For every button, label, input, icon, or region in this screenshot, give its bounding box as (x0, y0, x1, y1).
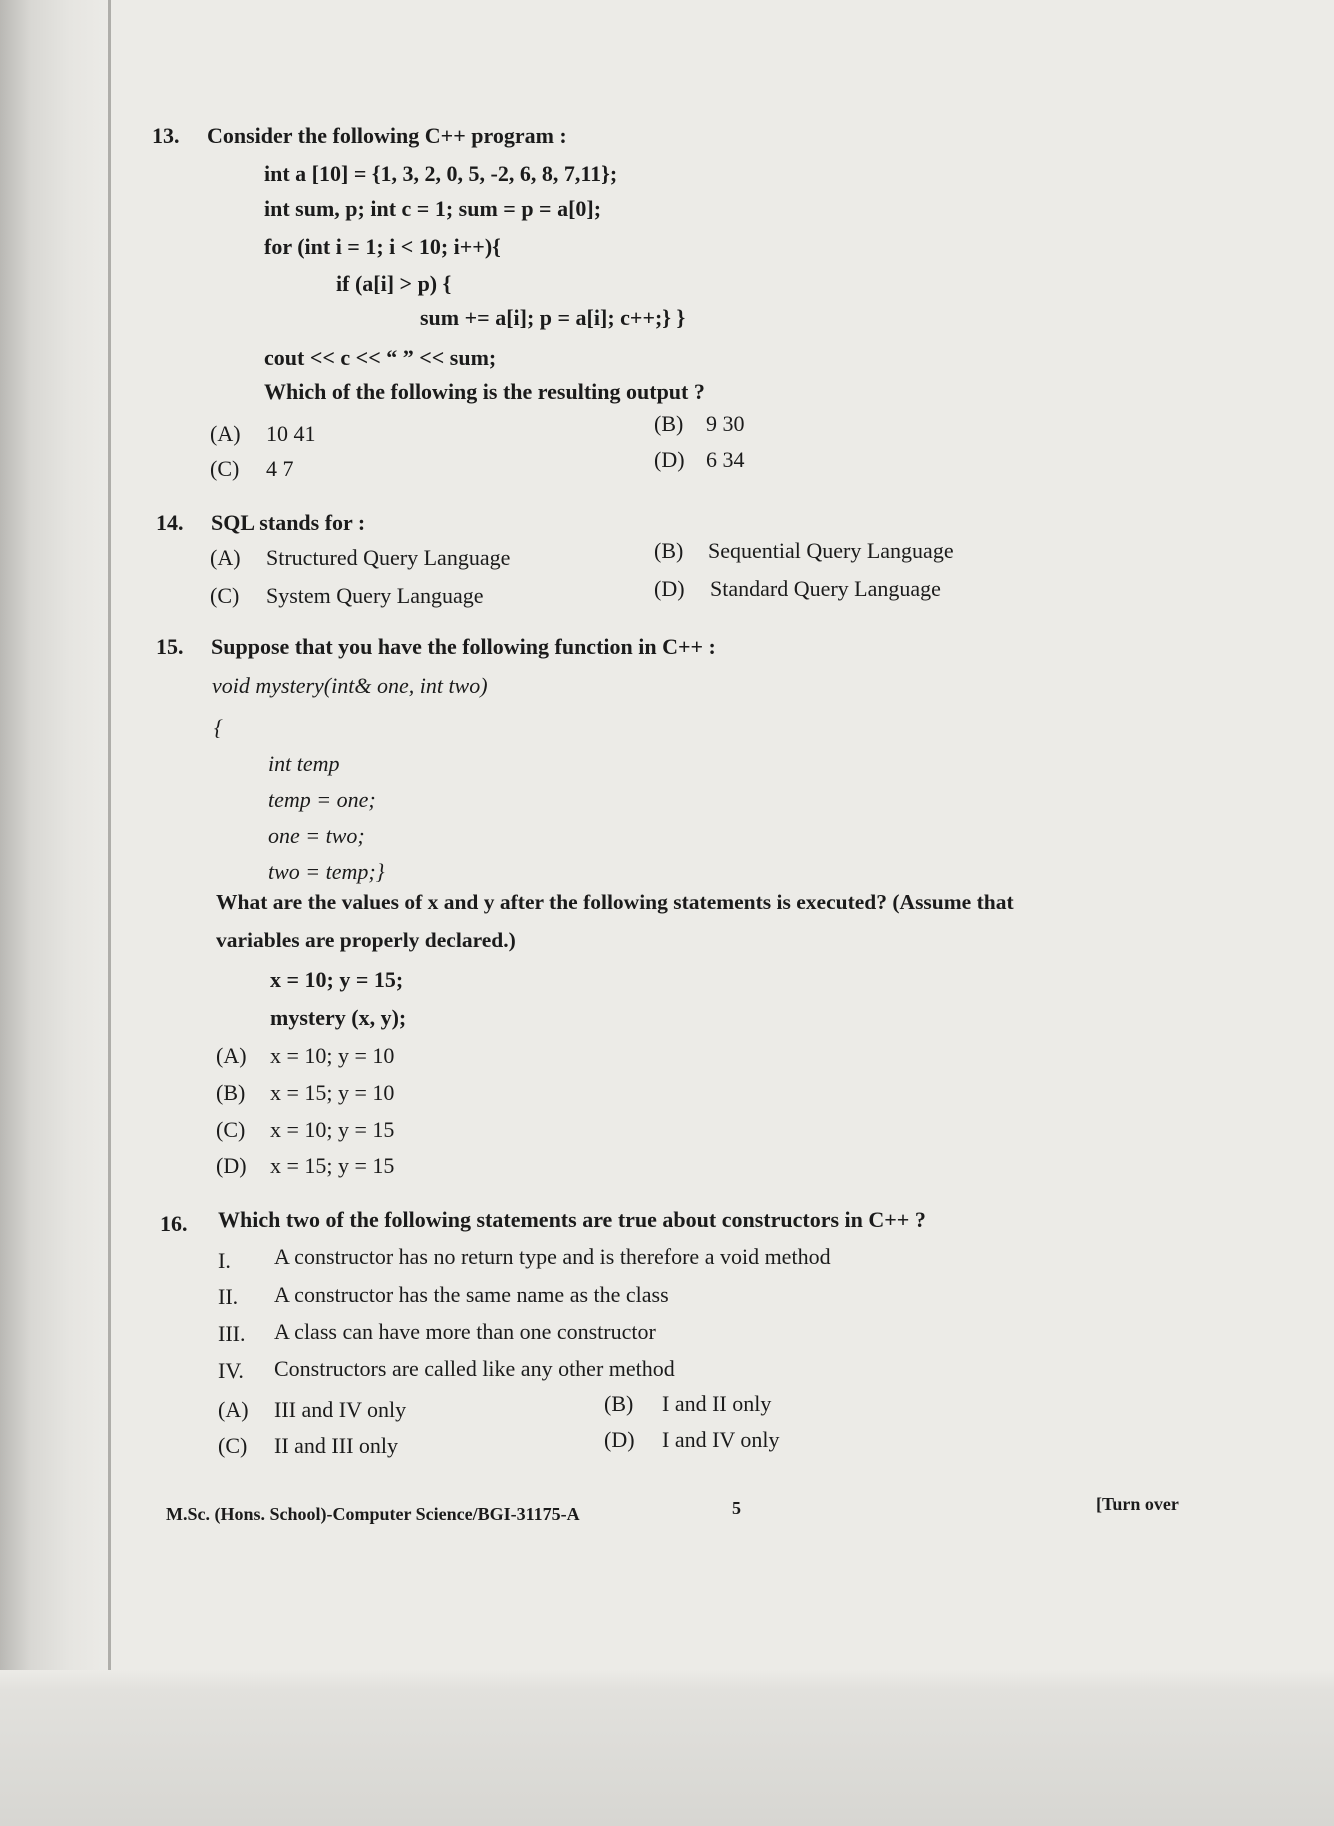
q16-statement-key: IV. (218, 1358, 244, 1383)
q16-number: 16. (160, 1211, 188, 1236)
q16-statement-text: A constructor has no return type and is therefore a void method (274, 1244, 831, 1269)
q15-question: What are the values of x and y after the following statements is executed? (Assume that (216, 890, 1014, 914)
q16-statement-key: III. (218, 1321, 246, 1346)
q13-option-text: 10 41 (266, 421, 316, 446)
q14-option-text: System Query Language (266, 583, 484, 608)
q15-question-continued: variables are properly declared.) (216, 928, 516, 952)
footer-page-number: 5 (732, 1498, 741, 1518)
q15-code-line: two = temp;} (268, 859, 385, 884)
q13-code-line: int a [10] = {1, 3, 2, 0, 5, -2, 6, 8, 7,11}; (264, 161, 618, 186)
q16-statement-text: A class can have more than one constructor (274, 1319, 656, 1344)
q15-option-text: x = 15; y = 10 (270, 1080, 395, 1105)
q13-question: Which of the following is the resulting output ? (264, 379, 705, 404)
q15-option-key: (C) (216, 1117, 246, 1142)
q15-code-line: temp = one; (268, 787, 376, 812)
q13-code-line: int sum, p; int c = 1; sum = p = a[0]; (264, 196, 602, 221)
q15-code-line: one = two; (268, 823, 365, 848)
q15-code-line: void mystery(int& one, int two) (212, 673, 488, 698)
q15-option-key: (B) (216, 1080, 246, 1105)
q16-option-text: I and IV only (662, 1427, 780, 1452)
q16-option-text: III and IV only (274, 1397, 407, 1422)
footer-turn-over: [Turn over (1096, 1494, 1179, 1514)
q13-option-text: 4 7 (266, 456, 294, 481)
q15-statement: mystery (x, y); (270, 1005, 407, 1030)
q13-option-key: (A) (210, 421, 241, 446)
q13-code-line: if (a[i] > p) { (336, 271, 452, 296)
q15-stem: Suppose that you have the following function in C++ : (211, 634, 716, 659)
q16-option-text: I and II only (662, 1391, 772, 1416)
q14-option-key: (B) (654, 538, 684, 563)
q15-option-text: x = 15; y = 15 (270, 1153, 395, 1178)
q15-option-text: x = 10; y = 15 (270, 1117, 395, 1142)
q16-statement-key: I. (218, 1248, 231, 1273)
q14-option-text: Sequential Query Language (708, 538, 954, 563)
q13-option-key: (B) (654, 411, 684, 436)
q13-code-line: for (int i = 1; i < 10; i++){ (264, 234, 501, 259)
q13-option-key: (D) (654, 447, 685, 472)
q16-option-key: (D) (604, 1427, 635, 1452)
q15-statement: x = 10; y = 15; (270, 967, 404, 992)
q16-statement-key: II. (218, 1284, 239, 1309)
q14-option-key: (C) (210, 583, 240, 608)
q16-statement-text: A constructor has the same name as the class (274, 1282, 669, 1307)
q14-stem: SQL stands for : (211, 510, 366, 535)
q14-option-text: Structured Query Language (266, 545, 511, 570)
footer-paper-code: M.Sc. (Hons. School)-Computer Science/BGI-31175-A (166, 1504, 580, 1524)
q15-option-key: (A) (216, 1043, 247, 1068)
q13-option-key: (C) (210, 456, 240, 481)
q14-option-key: (D) (654, 576, 685, 601)
q14-option-text: Standard Query Language (710, 576, 941, 601)
q13-option-text: 6 34 (706, 447, 745, 472)
q13-code-line: cout << c << “ ” << sum; (264, 345, 497, 370)
q16-option-key: (A) (218, 1397, 249, 1422)
q16-statement-text: Constructors are called like any other method (274, 1356, 675, 1381)
q14-option-key: (A) (210, 545, 241, 570)
q15-number: 15. (156, 634, 184, 659)
q14-number: 14. (156, 510, 184, 535)
q16-stem: Which two of the following statements are true about constructors in C++ ? (218, 1207, 926, 1232)
q15-code-line: int temp (268, 751, 340, 776)
q13-number: 13. (152, 123, 180, 148)
q13-option-text: 9 30 (706, 411, 745, 436)
q16-option-text: II and III only (274, 1433, 399, 1458)
q15-option-text: x = 10; y = 10 (270, 1043, 395, 1068)
q16-option-key: (C) (218, 1433, 248, 1458)
q13-code-line: sum += a[i]; p = a[i]; c++;} } (420, 305, 686, 330)
q16-option-key: (B) (604, 1391, 634, 1416)
q15-code-line: { (214, 715, 223, 740)
q13-stem: Consider the following C++ program : (207, 123, 567, 148)
q15-option-key: (D) (216, 1153, 247, 1178)
